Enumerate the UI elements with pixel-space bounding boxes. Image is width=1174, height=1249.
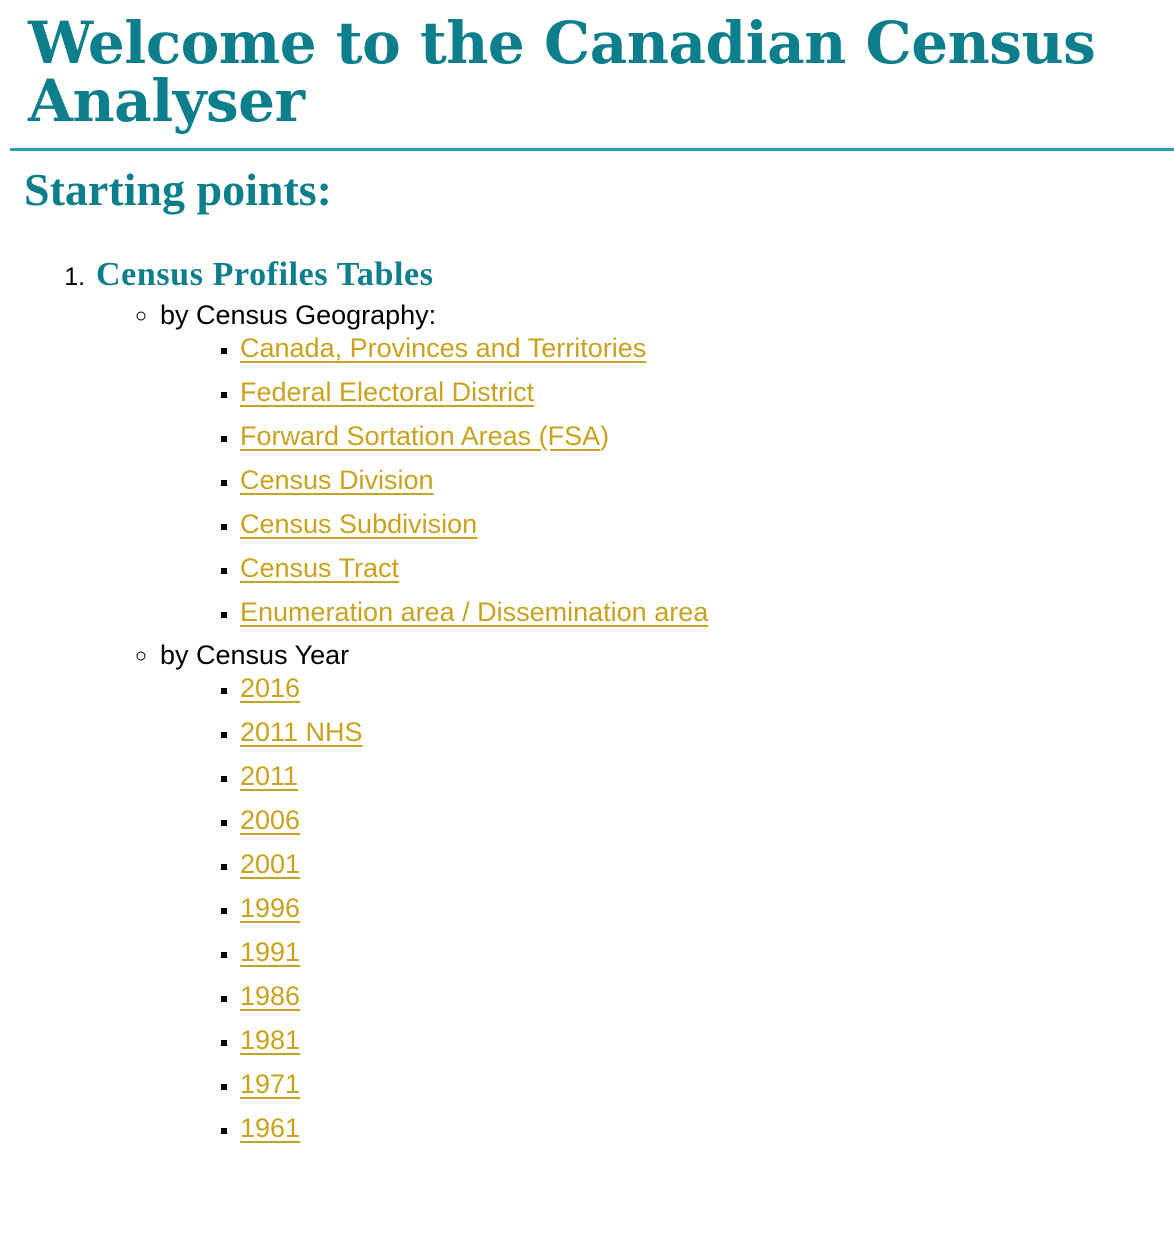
link-suffix: ) [600,420,610,451]
starting-point-label: Census Profiles Tables [96,255,434,293]
link-label: Census Tract [240,552,400,583]
link-canada-provinces-and-territories[interactable] [240,333,646,363]
starting-point-item [92,256,1174,1142]
link-label: 2006 [240,804,301,835]
group-list [92,299,1174,627]
group-item-by-census-year [160,639,1174,1143]
link-label: 2001 [240,848,301,879]
link-list-item [240,508,1174,539]
link-census-subdivision[interactable] [240,509,477,539]
link-list-item [240,552,1174,583]
page-title: Welcome to the Canadian Census Analyser [28,9,1096,135]
link-label: Forward Sortation Areas (FSA [240,420,601,451]
link-label: Federal Electoral District [240,376,535,407]
link-2011[interactable] [240,761,298,791]
link-list-item [240,1024,1174,1055]
link-label: Census Subdivision [240,508,478,539]
link-label: 1971 [240,1068,301,1099]
link-list-item [240,376,1174,407]
group-label: by Census Geography: [160,299,437,330]
link-label: 1961 [240,1112,301,1143]
title-block [0,0,1174,135]
link-1981[interactable] [240,1025,300,1055]
link-census-tract[interactable] [240,553,399,583]
link-2011-nhs[interactable] [240,717,363,747]
link-label: 1991 [240,936,301,967]
link-1996[interactable] [240,893,300,923]
section-heading-starting-points: Starting points: [24,164,332,215]
link-list-item [240,420,1174,451]
link-enumeration-area-dissemination-area[interactable] [240,597,708,627]
link-federal-electoral-district[interactable] [240,377,534,407]
link-list [160,332,1174,627]
link-2006[interactable] [240,805,300,835]
link-1961[interactable] [240,1113,300,1143]
group-label: by Census Year [160,639,350,670]
link-label: Enumeration area / Dissemination area [240,596,709,627]
link-list-item [240,804,1174,835]
link-label: 1996 [240,892,301,923]
link-label: 2011 [240,760,299,791]
link-list-item [240,1068,1174,1099]
link-label: 1981 [240,1024,301,1055]
group-list [92,639,1174,1143]
link-forward-sortation-areas-fsa[interactable] [240,421,609,451]
link-1986[interactable] [240,981,300,1011]
link-label: 2016 [240,672,301,703]
link-list-item [240,936,1174,967]
link-2016[interactable] [240,673,300,703]
link-list-item [240,332,1174,363]
link-list-item [240,1112,1174,1143]
starting-points-list [0,256,1174,1142]
link-2001[interactable] [240,849,300,879]
link-list-item [240,760,1174,791]
link-list-item [240,892,1174,923]
link-label: Canada, Provinces and Territories [240,332,647,363]
link-list-item [240,848,1174,879]
group-item-by-census-geography [160,299,1174,627]
link-label: Census Division [240,464,434,495]
link-1991[interactable] [240,937,300,967]
link-list [160,672,1174,1143]
link-label: 1986 [240,980,301,1011]
title-divider [10,148,1174,151]
link-list-item [240,716,1174,747]
link-list-item [240,672,1174,703]
link-label: 2011 NHS [240,716,363,747]
link-list-item [240,596,1174,627]
link-census-division[interactable] [240,465,434,495]
link-list-item [240,980,1174,1011]
link-list-item [240,464,1174,495]
link-1971[interactable] [240,1069,300,1099]
